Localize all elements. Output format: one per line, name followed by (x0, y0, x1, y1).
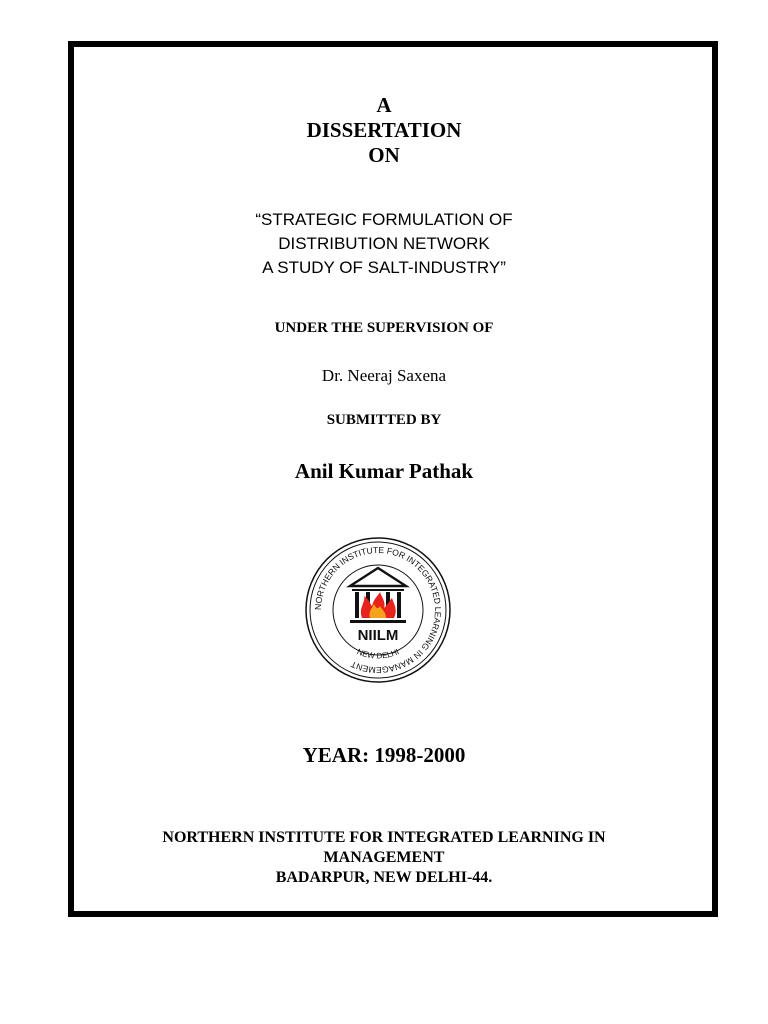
title-line-a: A (376, 93, 392, 117)
seal-base-bar (350, 620, 406, 623)
seal-city-textpath: NEW DELHI (355, 647, 401, 661)
supervision-label: UNDER THE SUPERVISION OF (274, 320, 494, 336)
subject-line-1: “STRATEGIC FORMULATION OF (255, 210, 513, 229)
year-line: YEAR: 1998-2000 (302, 743, 466, 767)
author-name: Anil Kumar Pathak (294, 459, 474, 483)
institution-line-1: NORTHERN INSTITUTE FOR INTEGRATED LEARNING IN (162, 829, 606, 846)
supervisor-name: Dr. Neeraj Saxena (321, 366, 447, 385)
niilm-seal-logo (304, 536, 452, 684)
institution-line-3: BADARPUR, NEW DELHI-44. (275, 869, 493, 886)
subject-line-3: A STUDY OF SALT-INDUSTRY” (262, 258, 506, 277)
subject-line-2: DISTRIBUTION NETWORK (278, 234, 490, 253)
title-line-dissertation: DISSERTATION (306, 118, 462, 142)
title-line-on: ON (368, 143, 400, 167)
seal-abbr: NIILM (357, 627, 399, 644)
submitted-by-label: SUBMITTED BY (326, 412, 442, 428)
seal-ring-textpath: NORTHERN INSTITUTE FOR INTEGRATED LEARNING IN MANAGEMENT (312, 544, 444, 676)
institution-line-2: MANAGEMENT (323, 849, 445, 866)
seal-city-text (356, 647, 401, 660)
